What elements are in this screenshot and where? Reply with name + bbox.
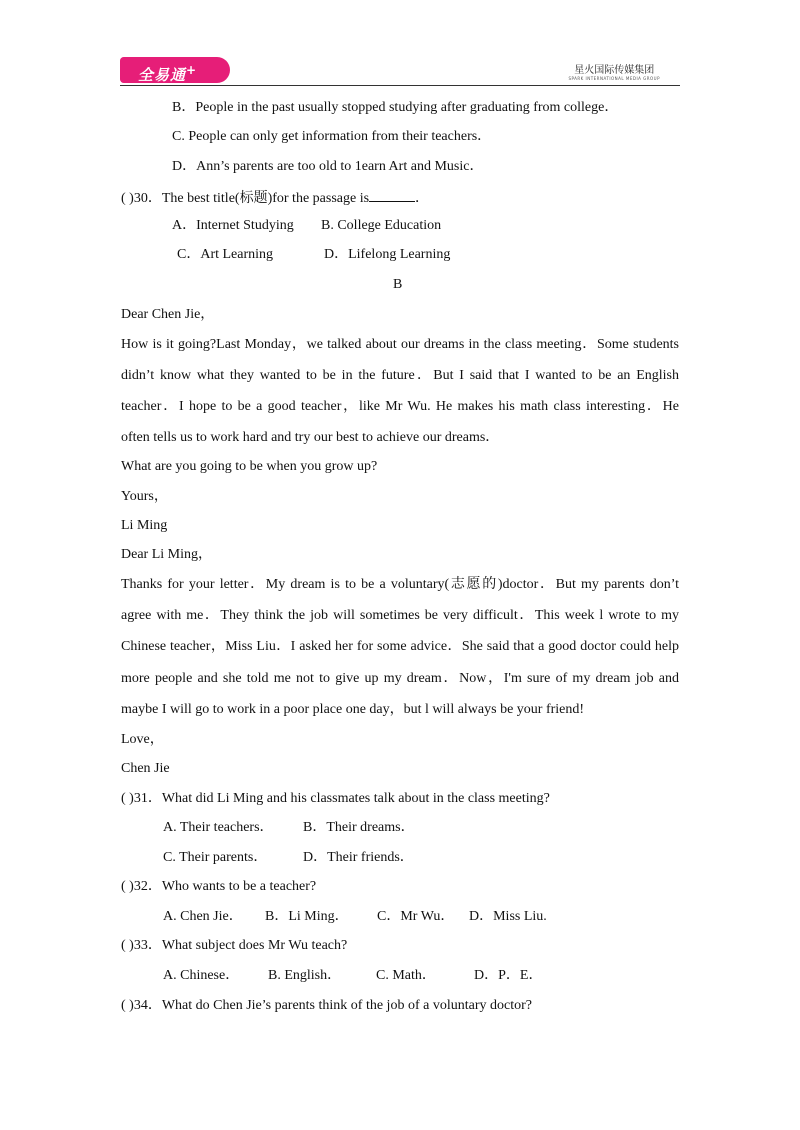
- letter1-line-1: How is it going?Last Monday，we talked about our dreams in the class meeting．Some students: [121, 337, 679, 352]
- q29-option-c: C. People can only get information from their teachers．: [172, 129, 492, 144]
- q33-stem: ( )33．What subject does Mr Wu teach?: [121, 938, 348, 953]
- letter2-line-1: Thanks for your letter．My dream is to be a voluntary(志愿的)doctor．But my parents don’t: [121, 577, 679, 592]
- q31-option-d: D．Their friends．: [303, 850, 414, 865]
- section-heading: B: [393, 277, 403, 292]
- q33-option-a: A. Chinese．: [163, 968, 240, 983]
- q30-stem-text: ( )30．The best title(标题)for the passage is: [121, 191, 370, 206]
- q33-option-b: B. English．: [268, 968, 342, 983]
- q33-option-d: D．P．E．: [474, 968, 543, 983]
- page-header: [120, 55, 680, 89]
- letter2-line-4: more people and she told me not to give up my dream．Now，I'm sure of my dream job and: [121, 671, 679, 686]
- q31-option-a: A. Their teachers．: [163, 820, 274, 835]
- q32-option-c: C．Mr Wu．: [377, 909, 455, 924]
- logo-text: 全易通: [138, 66, 187, 84]
- q30-option-c: C．Art Learning: [177, 247, 274, 262]
- publisher-subtitle: SPARK INTERNATIONAL MEDIA GROUP: [568, 76, 660, 81]
- q32-option-a: A. Chen Jie．: [163, 909, 243, 924]
- q32-stem: ( )32．Who wants to be a teacher?: [121, 879, 317, 894]
- letter1-line-5: What are you going to be when you grow up?: [121, 459, 378, 474]
- letter2-greeting: Dear Li Ming，: [121, 547, 212, 562]
- q31-stem: ( )31．What did Li Ming and his classmates talk about in the class meeting?: [121, 791, 550, 806]
- q31-option-b: B．Their dreams．: [303, 820, 415, 835]
- q34-stem: ( )34．What do Chen Jie’s parents think of the job of a voluntary doctor?: [121, 998, 532, 1013]
- letter2-signature: Chen Jie: [121, 761, 170, 776]
- answer-blank: [369, 187, 415, 202]
- publisher-name: 星火国际传媒集团: [574, 65, 655, 76]
- letter2-line-5: maybe I will go to work in a poor place one day，but l will always be your friend!: [121, 702, 585, 717]
- publisher-brand: [568, 61, 660, 81]
- q29-option-b: B．People in the past usually stopped studying after graduating from college．: [172, 100, 619, 115]
- q29-option-d: D．Ann’s parents are too old to 1earn Art and Music．: [172, 159, 484, 174]
- q30-option-b: B. College Education: [321, 218, 442, 233]
- q32-option-b: B．Li Ming．: [265, 909, 349, 924]
- letter1-signature: Li Ming: [121, 518, 168, 533]
- letter2-line-3: Chinese teacher，Miss Liu．I asked her for some advice．She said that a good doctor could help: [121, 639, 679, 654]
- logo-plus: +: [186, 63, 198, 77]
- letter1-closing: Yours，: [121, 489, 168, 504]
- q30-stem-end: ．: [415, 191, 430, 206]
- letter1-greeting: Dear Chen Jie，: [121, 307, 215, 322]
- q30-stem: [121, 187, 429, 208]
- letter1-line-3: teacher．I hope to be a good teacher，like Mr Wu. He makes his math class interesting．He: [121, 399, 679, 414]
- q31-option-c: C. Their parents．: [163, 850, 268, 865]
- q33-option-c: C. Math．: [376, 968, 436, 983]
- letter2-closing: Love，: [121, 732, 164, 747]
- letter1-line-2: didn’t know what they wanted to be in the future．But I said that I wanted to be an English: [121, 368, 679, 383]
- header-divider: [120, 85, 680, 86]
- q30-option-d: D．Lifelong Learning: [324, 247, 451, 262]
- q30-option-a: A．Internet Studying: [172, 218, 294, 233]
- brand-logo: [120, 57, 230, 83]
- q32-option-d: D．Miss Liu.: [469, 909, 547, 924]
- letter2-line-2: agree with me．They think the job will sometimes be very difficult．This week l wrote to my: [121, 608, 679, 623]
- letter1-line-4: often tells us to work hard and try our best to achieve our dreams．: [121, 430, 500, 445]
